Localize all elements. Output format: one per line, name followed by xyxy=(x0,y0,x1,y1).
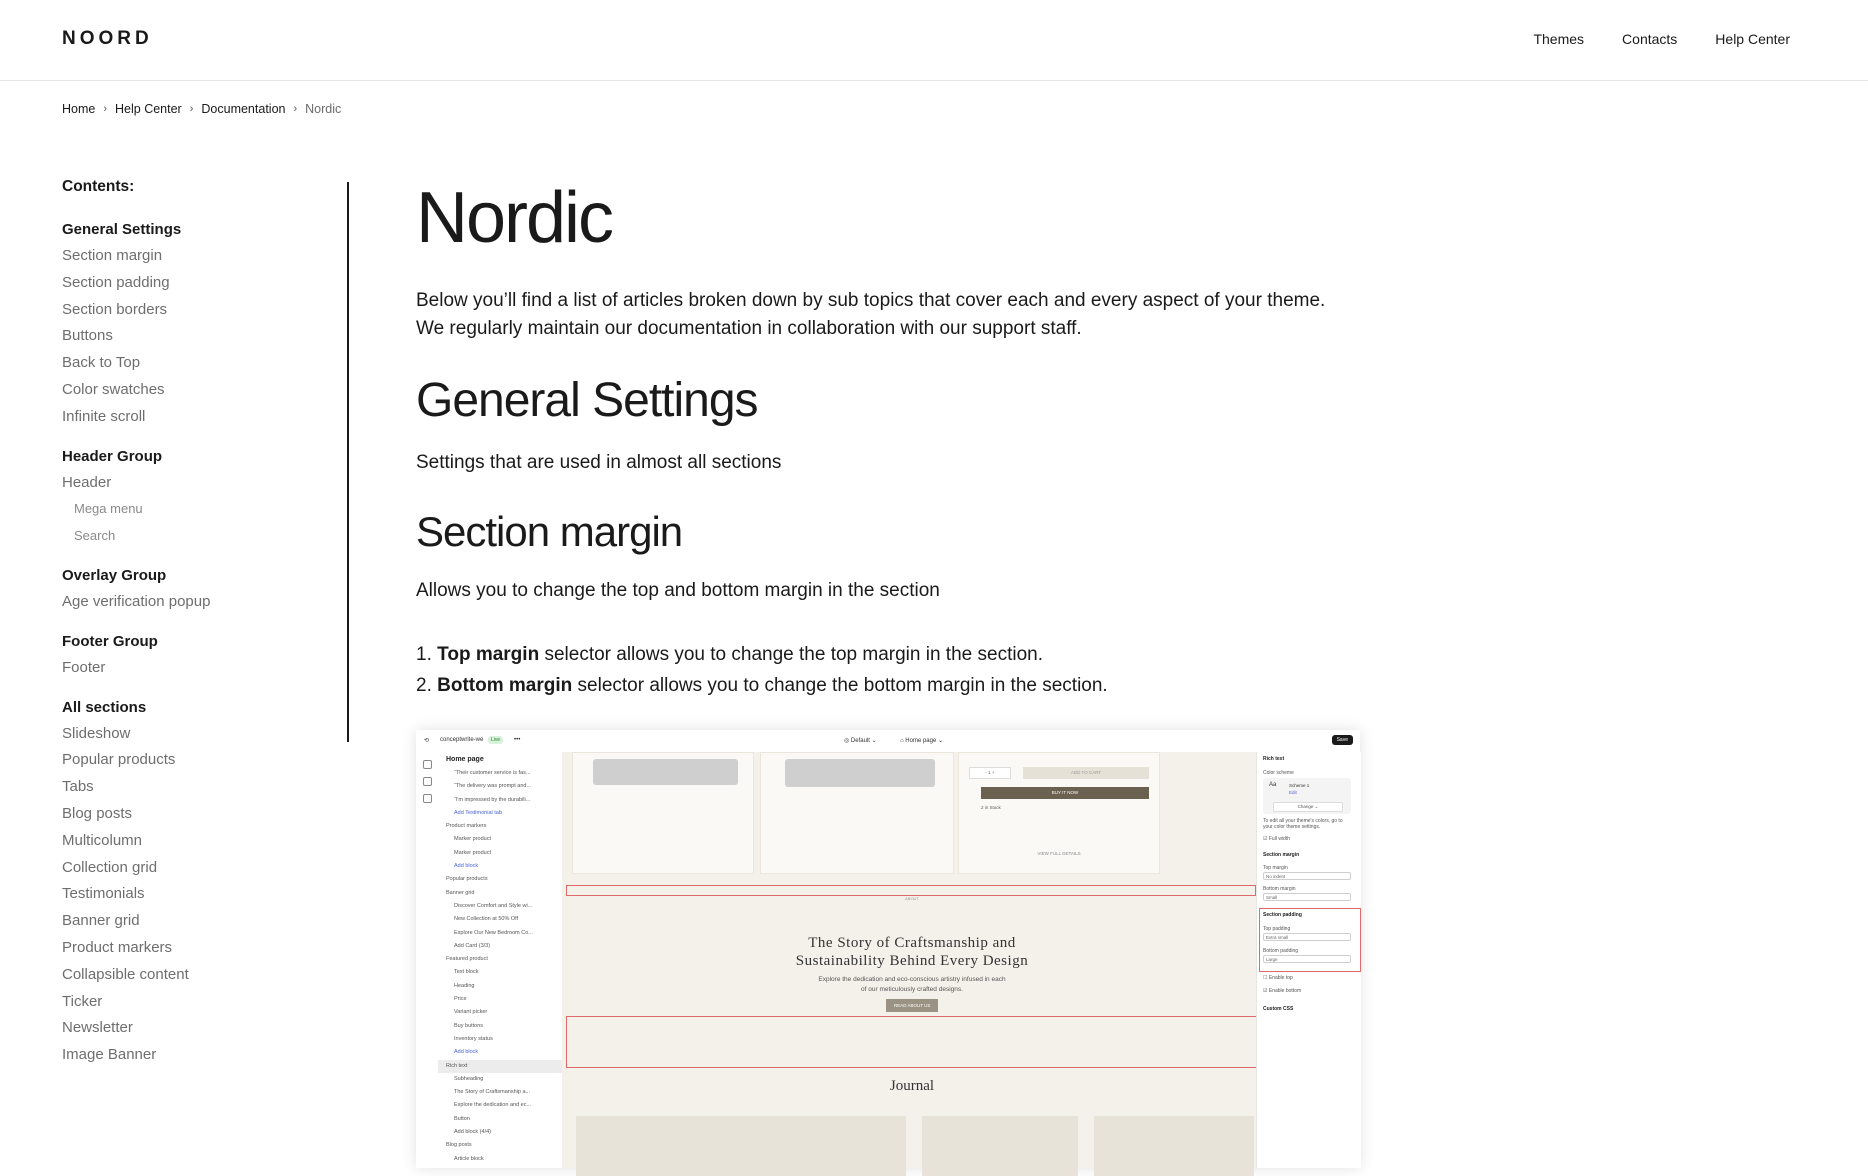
toc-item-multicolumn[interactable]: Multicolumn xyxy=(62,831,143,849)
intro-line-1: Below you’ll find a list of articles broken down by sub topics that cover each and every aspect of your theme. xyxy=(416,290,1326,311)
tree-row: Banner grid xyxy=(446,889,475,896)
toc-group-footer xyxy=(62,629,332,682)
tree-row: Explore Our New Bedroom Co... xyxy=(454,929,533,936)
section-margin-description: Allows you to change the top and bottom margin in the section xyxy=(416,580,940,601)
tree-row: Popular products xyxy=(446,876,488,883)
intro-text xyxy=(416,287,1396,343)
quantity-stepper: - 1 + xyxy=(969,767,1011,779)
tree-row: Rich text xyxy=(438,1060,562,1073)
sofa-image xyxy=(593,759,738,785)
toc-item-infinite-scroll[interactable]: Infinite scroll xyxy=(62,407,146,425)
toc-item-section-margin[interactable]: Section margin xyxy=(62,247,163,264)
breadcrumb-documentation[interactable]: Documentation xyxy=(201,102,286,116)
contents-title: Contents: xyxy=(62,178,135,195)
more-icon: ••• xyxy=(514,737,521,743)
section-padding-label: Section padding xyxy=(1263,912,1302,918)
panel-title: Rich text xyxy=(1263,756,1285,762)
stock-status: 2 in Stock xyxy=(981,805,1001,810)
editor-canvas xyxy=(562,752,1262,1168)
toc-item-tabs[interactable]: Tabs xyxy=(62,778,94,796)
story-text-line-1: Explore the dedication and eco-conscious artistry infused in each xyxy=(818,976,1006,983)
toc-item-footer[interactable]: Footer xyxy=(62,658,106,676)
add-to-cart-button: ADD TO CART xyxy=(1023,767,1149,779)
tree-row: Text block xyxy=(454,969,479,976)
top-margin-label: Top margin xyxy=(1263,865,1288,871)
bottom-padding-highlight xyxy=(566,1016,1258,1068)
bottom-margin-label: Bottom margin xyxy=(1263,886,1296,892)
tree-row: “The delivery was prompt and... xyxy=(454,783,532,790)
sidebar-divider xyxy=(347,182,349,742)
list-item: 1. Top margin selector allows you to change the top margin in the section. xyxy=(416,644,1043,665)
chevron-right-icon: › xyxy=(189,103,194,115)
toc-group-all-sections xyxy=(62,695,332,1069)
site-logo[interactable]: NOORD xyxy=(62,28,153,49)
toc-item-newsletter[interactable]: Newsletter xyxy=(62,1019,133,1037)
toc-subitem-mega-menu[interactable]: Mega menu xyxy=(74,501,143,517)
tree-title: Home page xyxy=(446,756,484,763)
story-heading-line-2: Sustainability Behind Every Design xyxy=(795,953,1029,969)
toc-item-color-swatches[interactable]: Color swatches xyxy=(62,380,165,398)
tree-row: Add Card (3/3) xyxy=(454,942,491,949)
toc-item-buttons[interactable]: Buttons xyxy=(62,327,113,345)
tree-row: Inventory status xyxy=(454,1035,493,1042)
toc-group-overlay xyxy=(62,563,332,616)
steps-list xyxy=(416,639,1396,701)
tree-row: Price xyxy=(454,996,467,1003)
tree-row: Heading xyxy=(454,982,475,989)
blog-card xyxy=(1094,1116,1254,1176)
story-heading-line-1: The Story of Craftsmanship and xyxy=(808,935,1016,951)
live-badge: Live xyxy=(488,736,503,744)
list-item: 2. Bottom margin selector allows you to change the bottom margin in the section. xyxy=(416,675,1108,696)
story-text-line-2: of our meticulously crafted designs. xyxy=(861,986,963,993)
blog-card xyxy=(576,1116,906,1176)
page-title: Nordic xyxy=(416,178,613,258)
tree-row: Add block xyxy=(454,863,479,870)
top-padding-label: Top padding xyxy=(1263,926,1291,932)
article-content xyxy=(416,178,1396,701)
toc-item-image-banner[interactable]: Image Banner xyxy=(62,1046,157,1064)
product-card xyxy=(760,752,954,874)
toc-item-product-markers[interactable]: Product markers xyxy=(62,938,173,956)
scheme-swatch-icon: Aa xyxy=(1269,782,1277,788)
toc-item-section-borders[interactable]: Section borders xyxy=(62,300,168,318)
tree-row: Product markers xyxy=(446,823,487,830)
breadcrumb-current: Nordic xyxy=(305,102,342,116)
product-card xyxy=(572,752,754,874)
top-margin-highlight xyxy=(566,885,1256,896)
toc-item-back-to-top[interactable]: Back to Top xyxy=(62,354,141,372)
buy-now-button: BUY IT NOW xyxy=(981,787,1149,799)
toc-item-header[interactable]: Header xyxy=(62,473,112,491)
intro-line-2: We regularly maintain our documentation in collaboration with our support staff. xyxy=(416,318,1082,339)
top-margin-select: No indent xyxy=(1263,872,1351,880)
tree-row: Add Testimonial tab xyxy=(454,809,502,816)
tree-row: Variant picker xyxy=(454,1009,488,1016)
site-header xyxy=(0,0,1868,81)
toc-item-popular-products[interactable]: Popular products xyxy=(62,751,176,769)
general-settings-description: Settings that are used in almost all sections xyxy=(416,452,782,473)
tree-row: Marker product xyxy=(454,849,491,856)
store-name: conceptwrite-we xyxy=(440,737,484,743)
exit-icon: ⟲ xyxy=(424,738,430,744)
settings-icon xyxy=(423,777,432,786)
chevron-right-icon: › xyxy=(293,103,298,115)
chevron-right-icon: › xyxy=(103,103,108,115)
tree-row: “Their customer service is fas... xyxy=(454,770,531,776)
toc-subitem-search[interactable]: Search xyxy=(74,528,116,544)
toc-item-section-padding[interactable]: Section padding xyxy=(62,273,170,291)
tree-row: Buy buttons xyxy=(454,1022,484,1029)
breadcrumb-help-center[interactable]: Help Center xyxy=(115,102,182,116)
toc-heading-general-settings[interactable]: General Settings xyxy=(62,221,182,238)
toc-item-age-verification[interactable]: Age verification popup xyxy=(62,592,211,610)
tree-row: Add block (4/4) xyxy=(454,1129,491,1136)
tree-row: Marker product xyxy=(454,836,491,843)
bottom-margin-select: Small xyxy=(1263,893,1351,901)
toc-item-testimonials[interactable]: Testimonials xyxy=(62,885,145,903)
contents-sidebar xyxy=(62,178,332,1064)
tree-row: Subheading xyxy=(454,1075,484,1082)
editor-screenshot xyxy=(416,730,1360,1168)
toc-group-general xyxy=(62,217,332,431)
tree-list xyxy=(438,767,562,1166)
toc-item-collection-grid[interactable]: Collection grid xyxy=(62,858,158,876)
bottom-padding-label: Bottom padding xyxy=(1263,948,1299,954)
toc-item-collapsible-content[interactable]: Collapsible content xyxy=(62,965,189,983)
full-width-checkbox: ☑ Full width xyxy=(1263,836,1290,842)
top-padding-select: Extra small xyxy=(1263,933,1351,941)
scheme-note: To edit all your theme's colors, go to your color theme settings. xyxy=(1263,818,1343,830)
tree-row: “I'm impressed by the durabili... xyxy=(454,796,531,803)
apps-icon xyxy=(423,794,432,803)
sections-icon xyxy=(423,760,432,769)
nav-contacts[interactable]: Contacts xyxy=(1622,31,1678,47)
enable-top-checkbox: ☐ Enable top xyxy=(1263,975,1293,981)
breadcrumb-home[interactable]: Home xyxy=(62,102,96,116)
tree-row: New Collection at 50% Off xyxy=(454,916,519,923)
tree-row: Discover Comfort and Style wi... xyxy=(454,902,533,909)
color-scheme-card xyxy=(1263,778,1351,814)
toc-heading-all-sections[interactable]: All sections xyxy=(62,698,147,716)
about-subheading: ABOUT xyxy=(905,896,919,901)
toc-heading-footer-group[interactable]: Footer Group xyxy=(62,632,158,650)
editor-topbar xyxy=(416,730,1360,753)
toc-item-blog-posts[interactable]: Blog posts xyxy=(62,804,133,822)
page-select: ⌂ Home page ⌄ xyxy=(900,738,944,744)
journal-heading: Journal xyxy=(889,1078,935,1094)
change-scheme-button: Change ⌄ xyxy=(1273,802,1343,812)
nav-help-center[interactable]: Help Center xyxy=(1715,31,1790,47)
toc-item-banner-grid[interactable]: Banner grid xyxy=(62,912,140,930)
toc-group-header xyxy=(62,444,332,550)
tree-row: Article block xyxy=(454,1155,484,1162)
section-margin-heading: Section margin xyxy=(416,508,683,555)
sofa-image xyxy=(785,759,935,787)
tree-row: Explore the dedication and ec... xyxy=(454,1102,532,1109)
nav-themes[interactable]: Themes xyxy=(1533,31,1585,47)
save-button: Save xyxy=(1332,735,1353,745)
enable-bottom-checkbox: ☑ Enable bottom xyxy=(1263,988,1302,994)
tree-row: Button xyxy=(454,1115,470,1122)
editor-settings-panel xyxy=(1256,752,1361,1168)
product-info xyxy=(958,752,1160,874)
bottom-padding-select: Large xyxy=(1263,955,1351,963)
read-about-button: READ ABOUT US xyxy=(886,999,938,1012)
section-margin-label: Section margin xyxy=(1263,852,1300,858)
tree-row: Blog posts xyxy=(446,1142,472,1149)
breadcrumb xyxy=(62,102,341,116)
top-nav xyxy=(1533,31,1790,47)
editor-icon-rail xyxy=(416,752,439,1168)
theme-select: ◎ Default ⌄ xyxy=(844,738,877,744)
tree-row: Featured product xyxy=(446,956,488,963)
general-settings-heading: General Settings xyxy=(416,374,758,427)
tree-row: The Story of Craftsmanship a... xyxy=(454,1089,531,1096)
custom-css-label: Custom CSS xyxy=(1263,1006,1294,1012)
view-details-link: VIEW FULL DETAILS xyxy=(1037,851,1081,856)
color-scheme-label: Color scheme xyxy=(1263,770,1294,776)
toc-item-ticker[interactable]: Ticker xyxy=(62,992,103,1010)
toc-item-slideshow[interactable]: Slideshow xyxy=(62,724,131,742)
editor-section-tree xyxy=(438,752,563,1168)
toc-heading-overlay-group[interactable]: Overlay Group xyxy=(62,566,167,584)
blog-card xyxy=(922,1116,1078,1176)
scheme-edit-link: Edit xyxy=(1289,790,1297,795)
toc-heading-header-group[interactable]: Header Group xyxy=(62,447,163,465)
scheme-name: Scheme 1 xyxy=(1289,783,1310,788)
tree-row: Add block xyxy=(454,1049,479,1056)
